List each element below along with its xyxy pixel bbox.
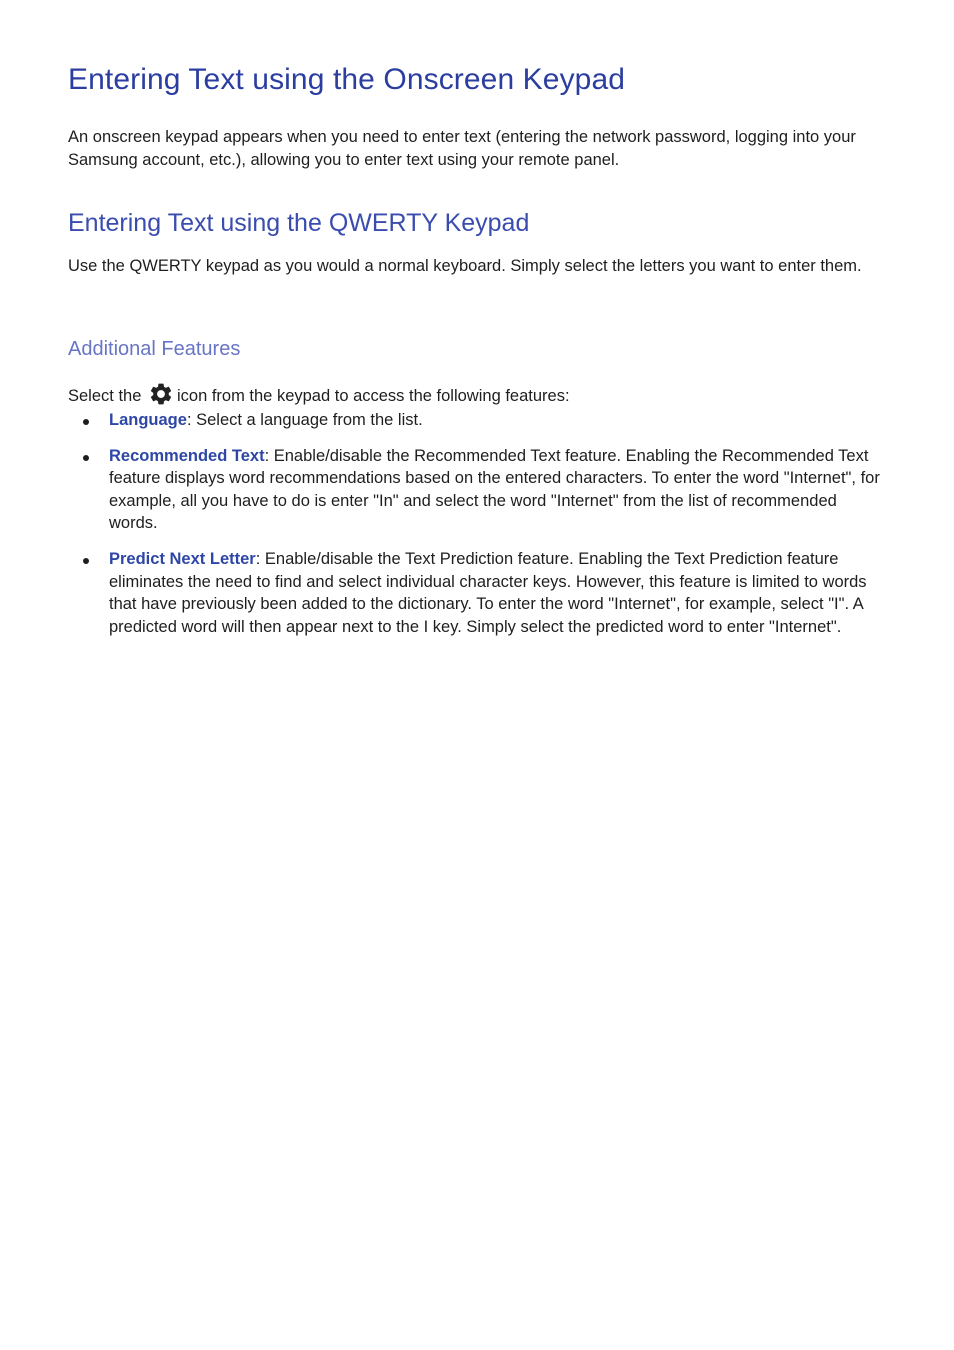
section-heading-qwerty: Entering Text using the QWERTY Keypad bbox=[68, 209, 530, 237]
features-list bbox=[68, 409, 888, 651]
features-lead-sentence bbox=[68, 381, 888, 408]
qwerty-paragraph: Use the QWERTY keypad as you would a normal keyboard. Simply select the letters you want to enter them. bbox=[68, 257, 862, 275]
feature-description: : Enable/disable the Text Prediction feature. Enabling the Text Prediction feature eliminates the need to find and select individual character keys. However, this feature is limited to words that have previously been added to the dictionary. To enter the word "Internet", for example, select "I". A predicted word will then appear next to the I key. Simply select the predicted word to enter "Internet". bbox=[109, 549, 867, 636]
feature-description: : Enable/disable the Recommended Text feature. Enabling the Recommended Text feature displays word recommendations based on the entered characters. To enter the word "Internet", for example, all you have to do is enter "In" and select the word "Internet" from the list of recommended words. bbox=[109, 446, 880, 533]
list-item-predict-next-letter bbox=[68, 548, 888, 638]
feature-description: : Select a language from the list. bbox=[186, 411, 423, 429]
feature-term: Language bbox=[109, 411, 187, 429]
intro-paragraph: An onscreen keypad appears when you need to enter text (entering the network password, logging into your Samsung account, etc.), allowing you to enter text using your remote panel. bbox=[68, 128, 856, 169]
feature-term: Recommended Text bbox=[109, 446, 265, 465]
features-lead-after: icon from the keypad to access the following features: bbox=[176, 387, 570, 405]
list-item-language bbox=[68, 409, 888, 432]
gear-icon bbox=[148, 381, 174, 407]
subsection-heading-additional-features: Additional Features bbox=[68, 338, 241, 360]
page-title: Entering Text using the Onscreen Keypad bbox=[68, 63, 626, 96]
list-item-recommended-text bbox=[68, 445, 888, 535]
feature-term: Predict Next Letter bbox=[109, 549, 256, 568]
features-lead-before: Select the bbox=[68, 387, 142, 405]
